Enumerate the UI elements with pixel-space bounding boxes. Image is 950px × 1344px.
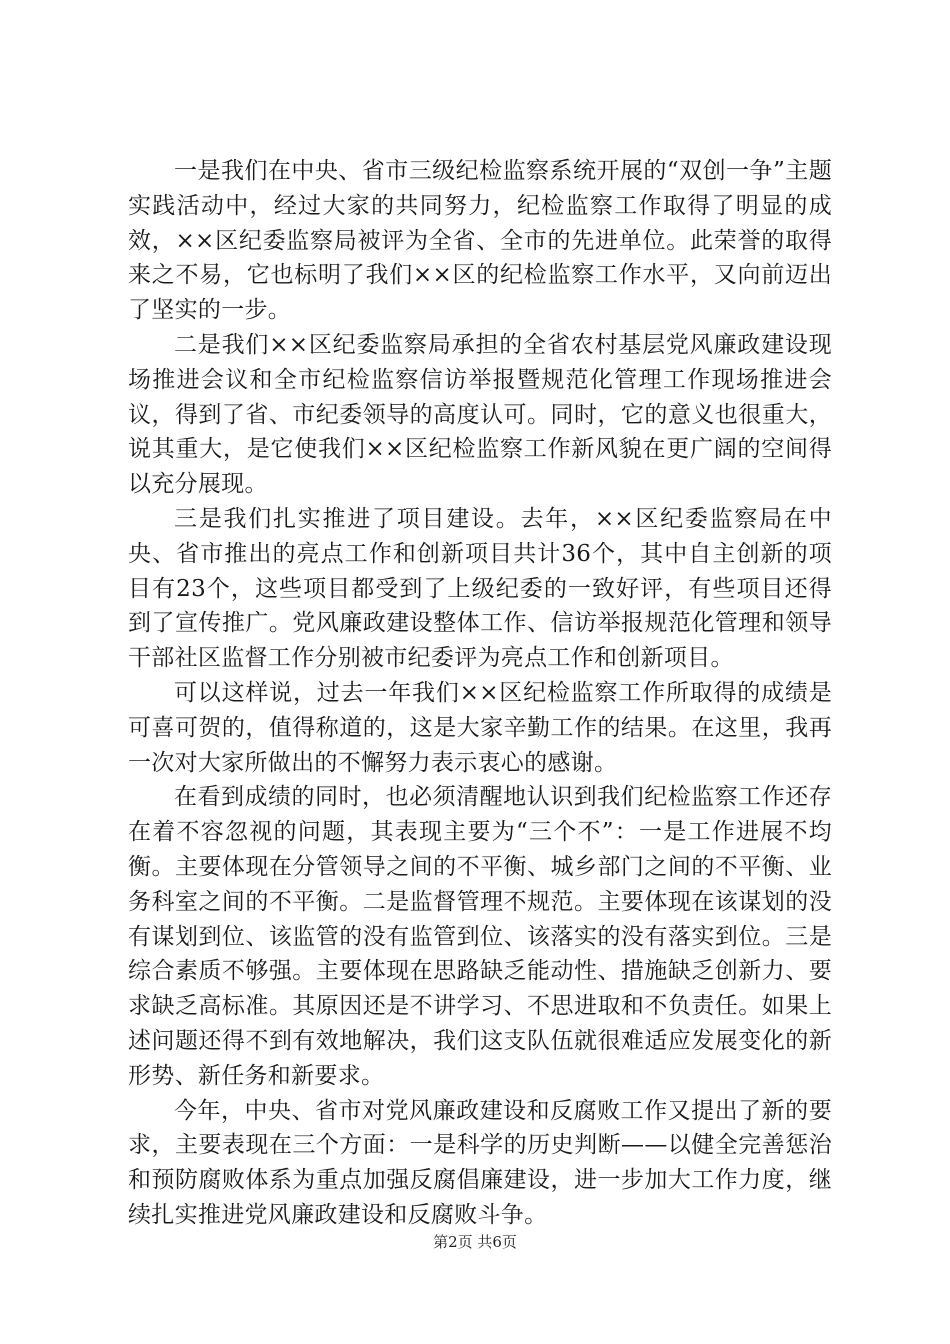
page-number-footer: 第2页 共6页 bbox=[433, 1233, 517, 1251]
paragraph-5: 在看到成绩的同时，也必须清醒地认识到我们纪检监察工作还存在着不容忽视的问题，其表现主要为“三个不”：一是工作进展不均衡。主要体现在分管领导之间的不平衡、城乡部门之间的不平衡、业务科室之间的不平衡。二是监督管理不规范。主要体现在该谋划的没有谋划到位、该监管的没有监管到位、该落实的没有落实到位。三是综合素质不够强。主要体现在思路缺乏能动性、措施缺乏创新力、要求缺乏高标准。其原因还是不讲学习、不思进取和不负责任。如果上述问题还得不到有效地解决，我们这支队伍就很难适应发展变化的新形势、新任务和新要求。 bbox=[128, 784, 832, 1089]
paragraph-2: 二是我们××区纪委监察局承担的全省农村基层党风廉政建设现场推进会议和全市纪检监察信访举报暨规范化管理工作现场推进会议，得到了省、市纪委领导的高度认可。同时，它的意义也很重大，说其重大，是它使我们××区纪检监察工作新风貌在更广阔的空间得以充分展现。 bbox=[128, 331, 832, 498]
paragraph-1: 一是我们在中央、省市三级纪检监察系统开展的“双创一争”主题实践活动中，经过大家的共同努力，纪检监察工作取得了明显的成效，××区纪委监察局被评为全省、全市的先进单位。此荣誉的取得来之不易，它也标明了我们××区的纪检监察工作水平，又向前迈出了坚实的一步。 bbox=[128, 158, 832, 324]
paragraph-3: 三是我们扎实推进了项目建设。去年，××区纪委监察局在中央、省市推出的亮点工作和创新项目共计36个，其中自主创新的项目有23个，这些项目都受到了上级纪委的一致好评，有些项目还得到了宣传推广。党风廉政建设整体工作、信访举报规范化管理和领导干部社区监督工作分别被市纪委评为亮点工作和创新项目。 bbox=[128, 505, 832, 672]
paragraph-4: 可以这样说，过去一年我们××区纪检监察工作所取得的成绩是可喜可贺的，值得称道的，这是大家辛勤工作的结果。在这里，我再一次对大家所做出的不懈努力表示衷心的感谢。 bbox=[128, 679, 832, 776]
document-body bbox=[128, 154, 832, 1233]
paragraph-6: 今年，中央、省市对党风廉政建设和反腐败工作又提出了新的要求，主要表现在三个方面：一是科学的历史判断——以健全完善惩治和预防腐败体系为重点加强反腐倡廉建设，进一步加大工作力度，继续扎实推进党风廉政建设和反腐败斗争。 bbox=[128, 1097, 832, 1228]
